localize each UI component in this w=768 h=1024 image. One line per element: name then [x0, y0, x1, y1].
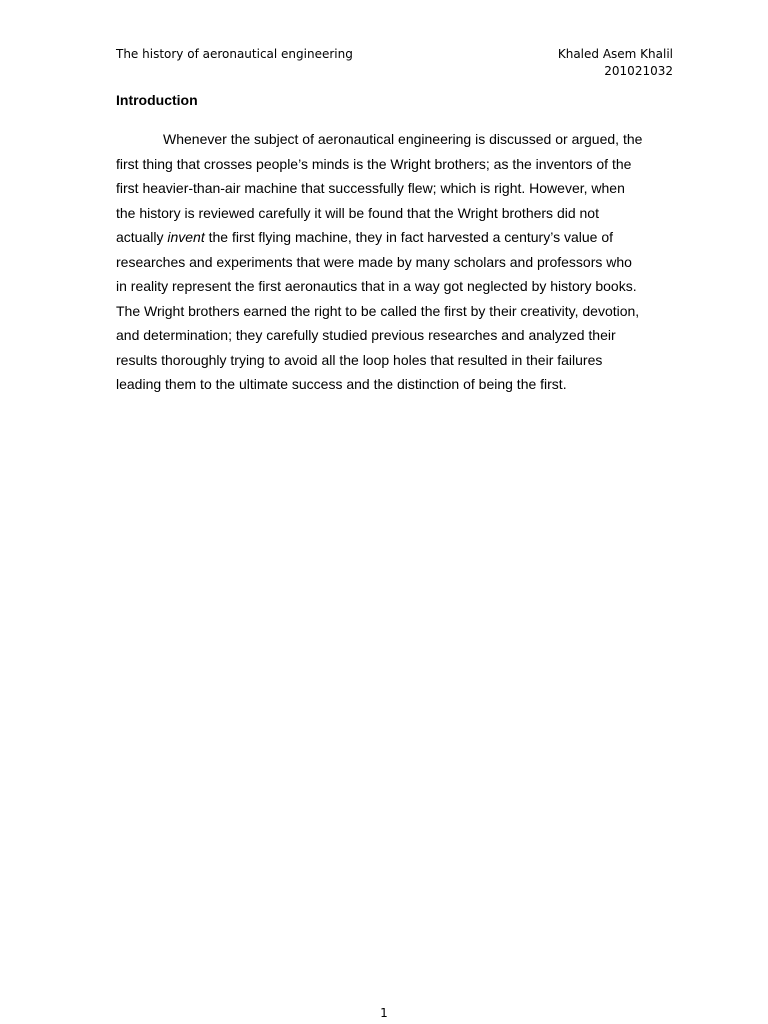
intro-paragraph: [116, 127, 656, 397]
paragraph-line: results thoroughly trying to avoid all the loop holes that resulted in their failures: [116, 351, 603, 368]
paragraph-line: first thing that crosses people’s minds is the Wright brothers; as the inventors of the: [116, 155, 632, 172]
paragraph-line: first heavier-than-air machine that successfully flew; which is right. However, when: [116, 180, 625, 196]
page-number: 1: [380, 1006, 388, 1020]
section-heading: Introduction: [116, 92, 198, 108]
paragraph-text: actually: [116, 229, 168, 245]
header-author-block: [558, 46, 673, 80]
paragraph-text: the first flying machine, they in fact harvested a century’s value of: [204, 229, 614, 245]
header-author: Khaled Asem Khalil: [557, 47, 673, 61]
paragraph-line: [116, 225, 656, 250]
paragraph-line: in reality represent the first aeronautics that in a way got neglected by history books.: [116, 278, 637, 294]
paragraph-line: and determination; they carefully studied previous researches and analyzed their: [116, 327, 616, 343]
header-student-id: 201021032: [604, 64, 673, 78]
paragraph-line: the history is reviewed carefully it will be found that the Wright brothers did not: [116, 204, 599, 221]
header-title: The history of aeronautical engineering: [116, 47, 353, 61]
paragraph-line: The Wright brothers earned the right to be called the first by their creativity, devotion,: [116, 302, 640, 319]
emphasized-word: invent: [167, 229, 205, 245]
paragraph-line: researches and experiments that were made by many scholars and professors who: [116, 253, 632, 270]
paragraph-line: Whenever the subject of aeronautical engineering is discussed or argued, the: [163, 131, 643, 147]
paragraph-line: leading them to the ultimate success and the distinction of being the first.: [116, 376, 567, 392]
